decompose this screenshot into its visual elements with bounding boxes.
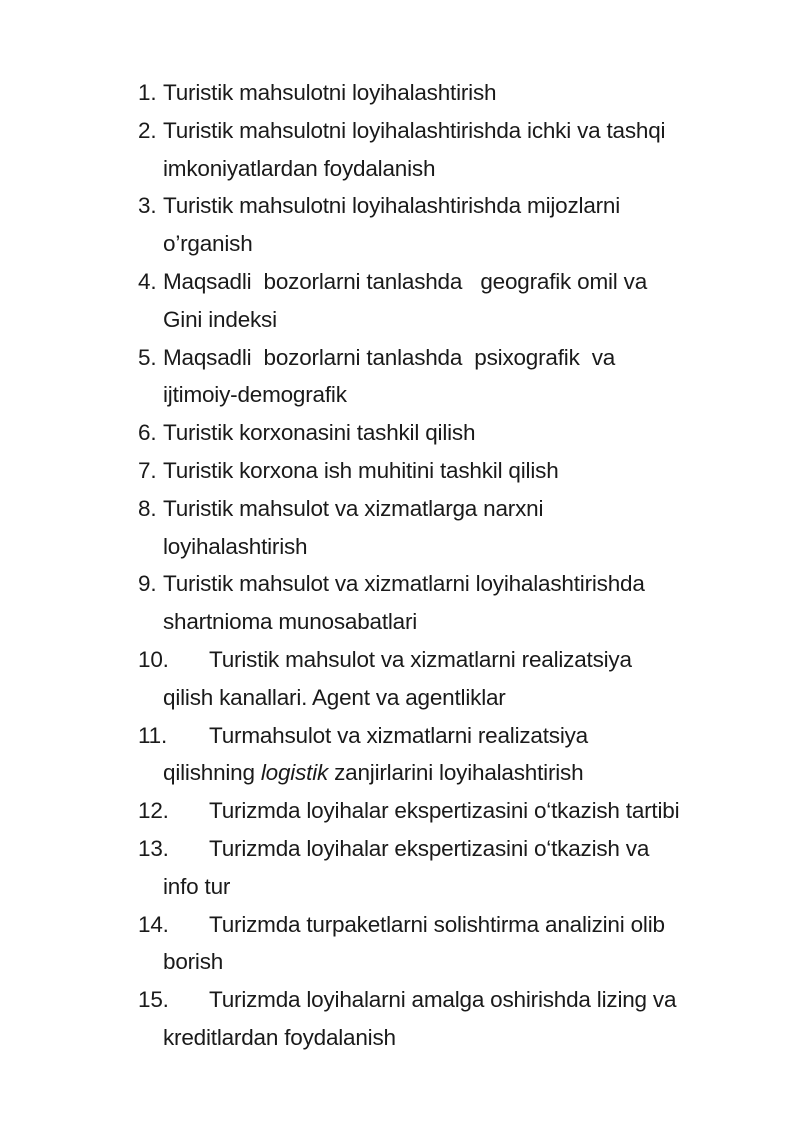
item-text [138,490,778,566]
item-text [138,717,778,793]
item-line: loyihalashtirish [163,533,308,559]
item-line: Gini indeksi [163,306,277,332]
list-item [138,981,778,1057]
item-line: Turistik mahsulot va xizmatlarni loyihalashtirishda [163,571,645,597]
item-number: 12. [138,798,169,824]
item-number: 1. [138,80,157,105]
item-line: Turistik korxona ish muhitini tashkil qilish [163,457,559,483]
item-text [138,187,778,263]
item-text [138,981,778,1057]
list-item [138,792,778,830]
item-line: ijtimoiy-demografik [163,382,347,408]
list-item [138,641,778,717]
item-text [138,339,778,415]
list-item [138,452,778,490]
item-number: 3. [138,193,157,219]
item-line: Turistik mahsulot va xizmatlarga narxni [163,495,544,521]
item-text [138,565,778,641]
item-number: 5. [138,344,157,370]
list-item [138,263,778,339]
item-line: kreditlardan foydalanish [163,1024,396,1050]
list-item [138,830,778,906]
item-line: Turizmda loyihalar ekspertizasini o‘tkazish tartibi [209,798,680,824]
list-item [138,490,778,566]
item-text [138,112,778,188]
item-number: 14. [138,911,169,937]
item-line-start: qilishning [163,760,261,786]
item-line: borish [163,949,224,975]
item-line: Turizmda turpaketlarni solishtirma analizini olib [209,911,665,937]
item-line: Turizmda loyihalar ekspertizasini o‘tkazish va [209,835,650,861]
item-text [138,263,778,339]
item-line: Turistik mahsulotni loyihalashtirish [163,80,497,105]
item-number: 13. [138,835,169,861]
item-text [138,792,778,830]
item-number: 8. [138,495,157,521]
item-line: Maqsadli bozorlarni tanlashda geografik omil va [163,268,648,294]
italic-term: logistik [260,760,329,786]
list-item [138,112,778,188]
item-line: Turizmda loyihalarni amalga oshirishda lizing va [209,987,677,1013]
item-number: 4. [138,268,157,294]
item-text [138,74,778,112]
list-item [138,414,778,452]
list-item [138,187,778,263]
item-text [138,414,778,452]
list-item [138,906,778,982]
item-line: imkoniyatlardan foydalanish [163,155,436,181]
item-line: Maqsadli bozorlarni tanlashda psixografik va [163,344,616,370]
topic-list [138,74,778,1057]
item-line: o’rganish [163,231,253,257]
list-item [138,339,778,415]
item-number: 9. [138,571,157,597]
list-item [138,74,778,112]
item-number: 10. [138,646,169,672]
item-line-end: zanjirlarini loyihalashtirish [328,760,584,786]
item-text [138,830,778,906]
item-line [163,754,778,792]
item-number: 6. [138,420,157,446]
item-line: shartnioma munosabatlari [163,609,418,635]
item-line: qilish kanallari. Agent va agentliklar [163,684,506,710]
item-line: Turistik korxonasini tashkil qilish [163,420,476,446]
item-text [138,641,778,717]
item-line: Turmahsulot va xizmatlarni realizatsiya [209,722,588,748]
item-number: 2. [138,117,157,143]
item-number: 15. [138,987,169,1013]
list-item [138,717,778,793]
item-line: Turistik mahsulotni loyihalashtirishda mijozlarni [163,193,621,219]
item-line: Turistik mahsulot va xizmatlarni realizatsiya [209,646,632,672]
item-text [138,906,778,982]
item-line: info tur [163,873,231,899]
item-line: Turistik mahsulotni loyihalashtirishda ichki va tashqi [163,117,666,143]
list-item [138,565,778,641]
item-number: 7. [138,457,157,483]
item-text [138,452,778,490]
item-number: 11. [138,722,168,748]
